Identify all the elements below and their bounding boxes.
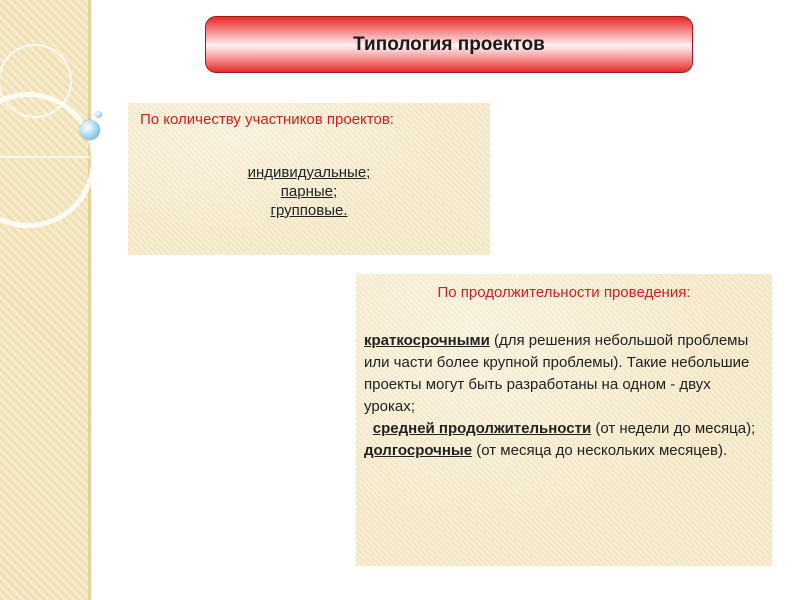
slide-title: Типология проектов (353, 33, 545, 55)
long-term-paragraph (364, 440, 764, 462)
short-term-paragraph (364, 330, 764, 418)
bubble-icon (80, 120, 100, 140)
short-term-text: (для решения небольшой проблемы или части более крупной проблемы). Такие небольшие проекты могут быть разработаны на одном - двух уроках; (364, 332, 750, 415)
duration-heading: По продолжительности проведения: (437, 284, 691, 301)
long-term-label: долгосрочные (364, 442, 473, 459)
participants-box (128, 103, 490, 255)
medium-term-label: средней продолжительности (372, 420, 592, 437)
long-term-text: (от месяца до нескольких месяцев). (472, 442, 728, 459)
duration-body (364, 330, 764, 462)
decorative-line (0, 156, 90, 158)
participants-list (128, 163, 490, 220)
medium-term-paragraph (364, 418, 764, 440)
title-banner (205, 16, 693, 73)
short-term-label: краткосрочными (364, 332, 490, 349)
side-band-edge (88, 0, 91, 600)
participants-item-group: групповые. (270, 202, 348, 219)
medium-term-text: (от недели до месяца); (591, 420, 756, 437)
participants-heading: По количеству участников проектов: (140, 111, 394, 128)
participants-item-individual: индивидуальные; (247, 164, 371, 181)
participants-item-pair: парные; (280, 183, 338, 200)
bubble-small-icon (95, 111, 102, 118)
duration-box (356, 274, 772, 566)
